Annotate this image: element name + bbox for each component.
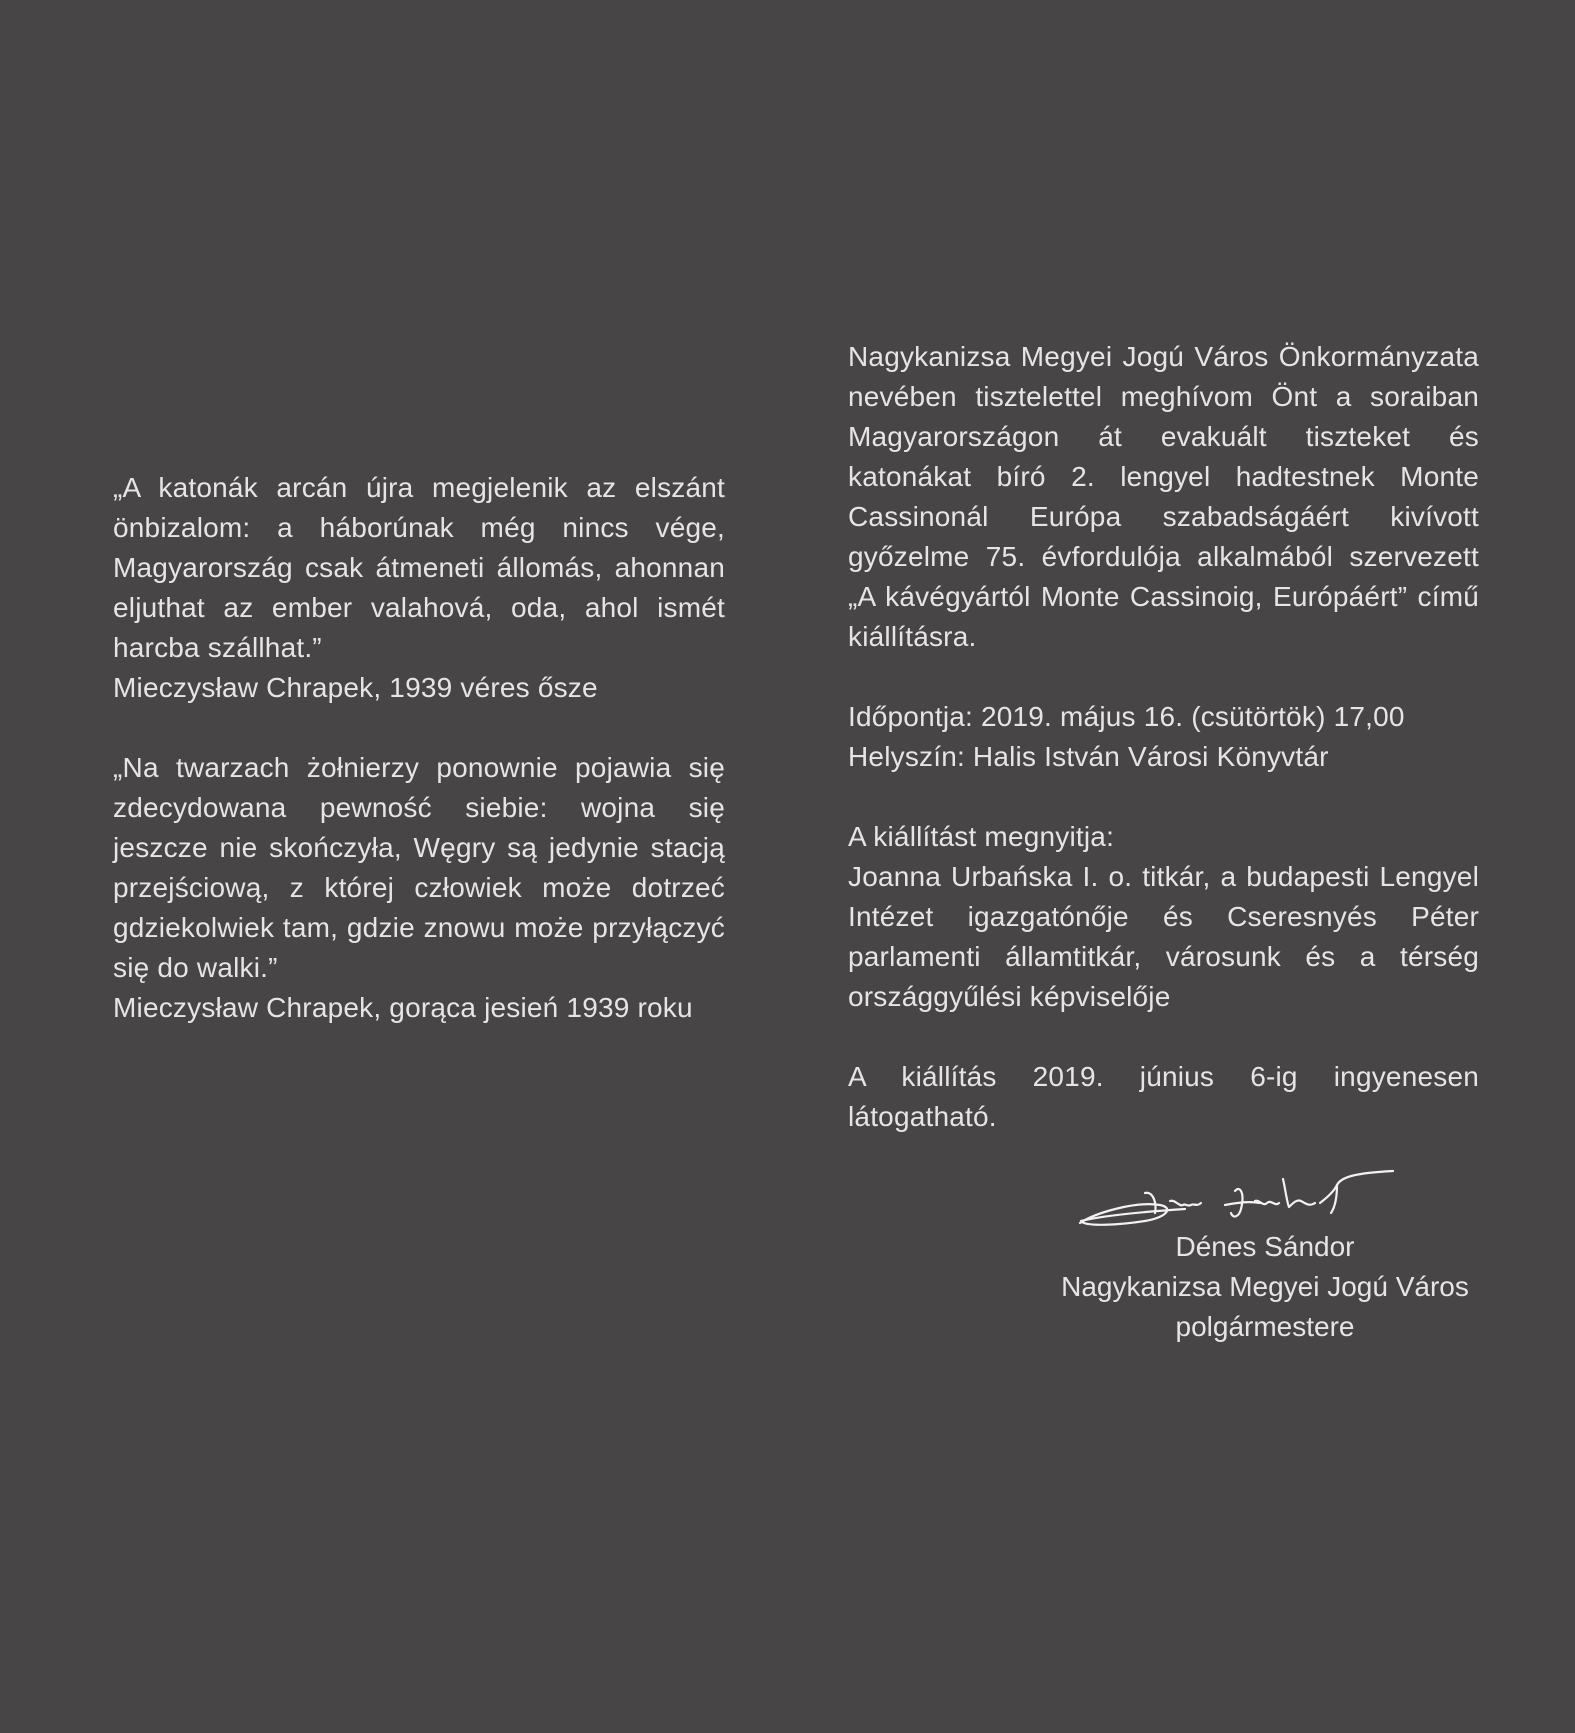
signer-title-line1: Nagykanizsa Megyei Jogú Város	[1061, 1271, 1469, 1302]
opening-text: Joanna Urbańska I. o. titkár, a budapesti Lengyel Intézet igazgatónője és Cseresnyés Péter parlamenti államtitkár, városunk és a térség országgyűlési képviselője	[848, 861, 1479, 1012]
signature-block	[1040, 1227, 1490, 1347]
attribution-hungarian: Mieczysław Chrapek, 1939 véres ősze	[113, 672, 598, 703]
opening-label: A kiállítást megnyitja:	[848, 821, 1115, 852]
right-column	[848, 337, 1479, 1137]
signer-name: Dénes Sándor	[1175, 1231, 1355, 1262]
signer-title-line2: polgármestere	[1175, 1311, 1355, 1342]
attribution-polish: Mieczysław Chrapek, gorąca jesień 1939 roku	[113, 992, 693, 1023]
invitation-text: Nagykanizsa Megyei Jogú Város Önkormányzata nevében tisztelettel meghívom Önt a soraiban Magyarországon át evakuált tiszteket és katonákat bíró 2. lengyel hadtestnek Monte Cassinonál Európa szabadságáért kivívott győzelme 75. évfordulója alkalmából szervezett „A kávégyártól Monte Cassinoig, Európáért” című kiállításra.	[848, 341, 1479, 652]
handwritten-signature	[1075, 1163, 1410, 1233]
event-date: Időpontja: 2019. május 16. (csütörtök) 17,00	[848, 701, 1405, 732]
left-column	[113, 468, 725, 1028]
closing-text: A kiállítás 2019. június 6-ig ingyenesen látogatható.	[848, 1061, 1479, 1132]
quote-hungarian: „A katonák arcán újra megjelenik az elszánt önbizalom: a háborúnak még nincs vége, Magyarország csak átmeneti állomás, ahonnan eljuthat az ember valahová, oda, ahol ismét harcba szállhat.”	[113, 472, 725, 663]
event-venue: Helyszín: Halis István Városi Könyvtár	[848, 741, 1329, 772]
quote-polish: „Na twarzach żołnierzy ponownie pojawia się zdecydowana pewność siebie: wojna się jeszcze nie skończyła, Węgry są jedynie stacją przejściową, z której człowiek może dotrzeć gdziekolwiek tam, gdzie znowu może przyłączyć się do walki.”	[113, 752, 725, 983]
